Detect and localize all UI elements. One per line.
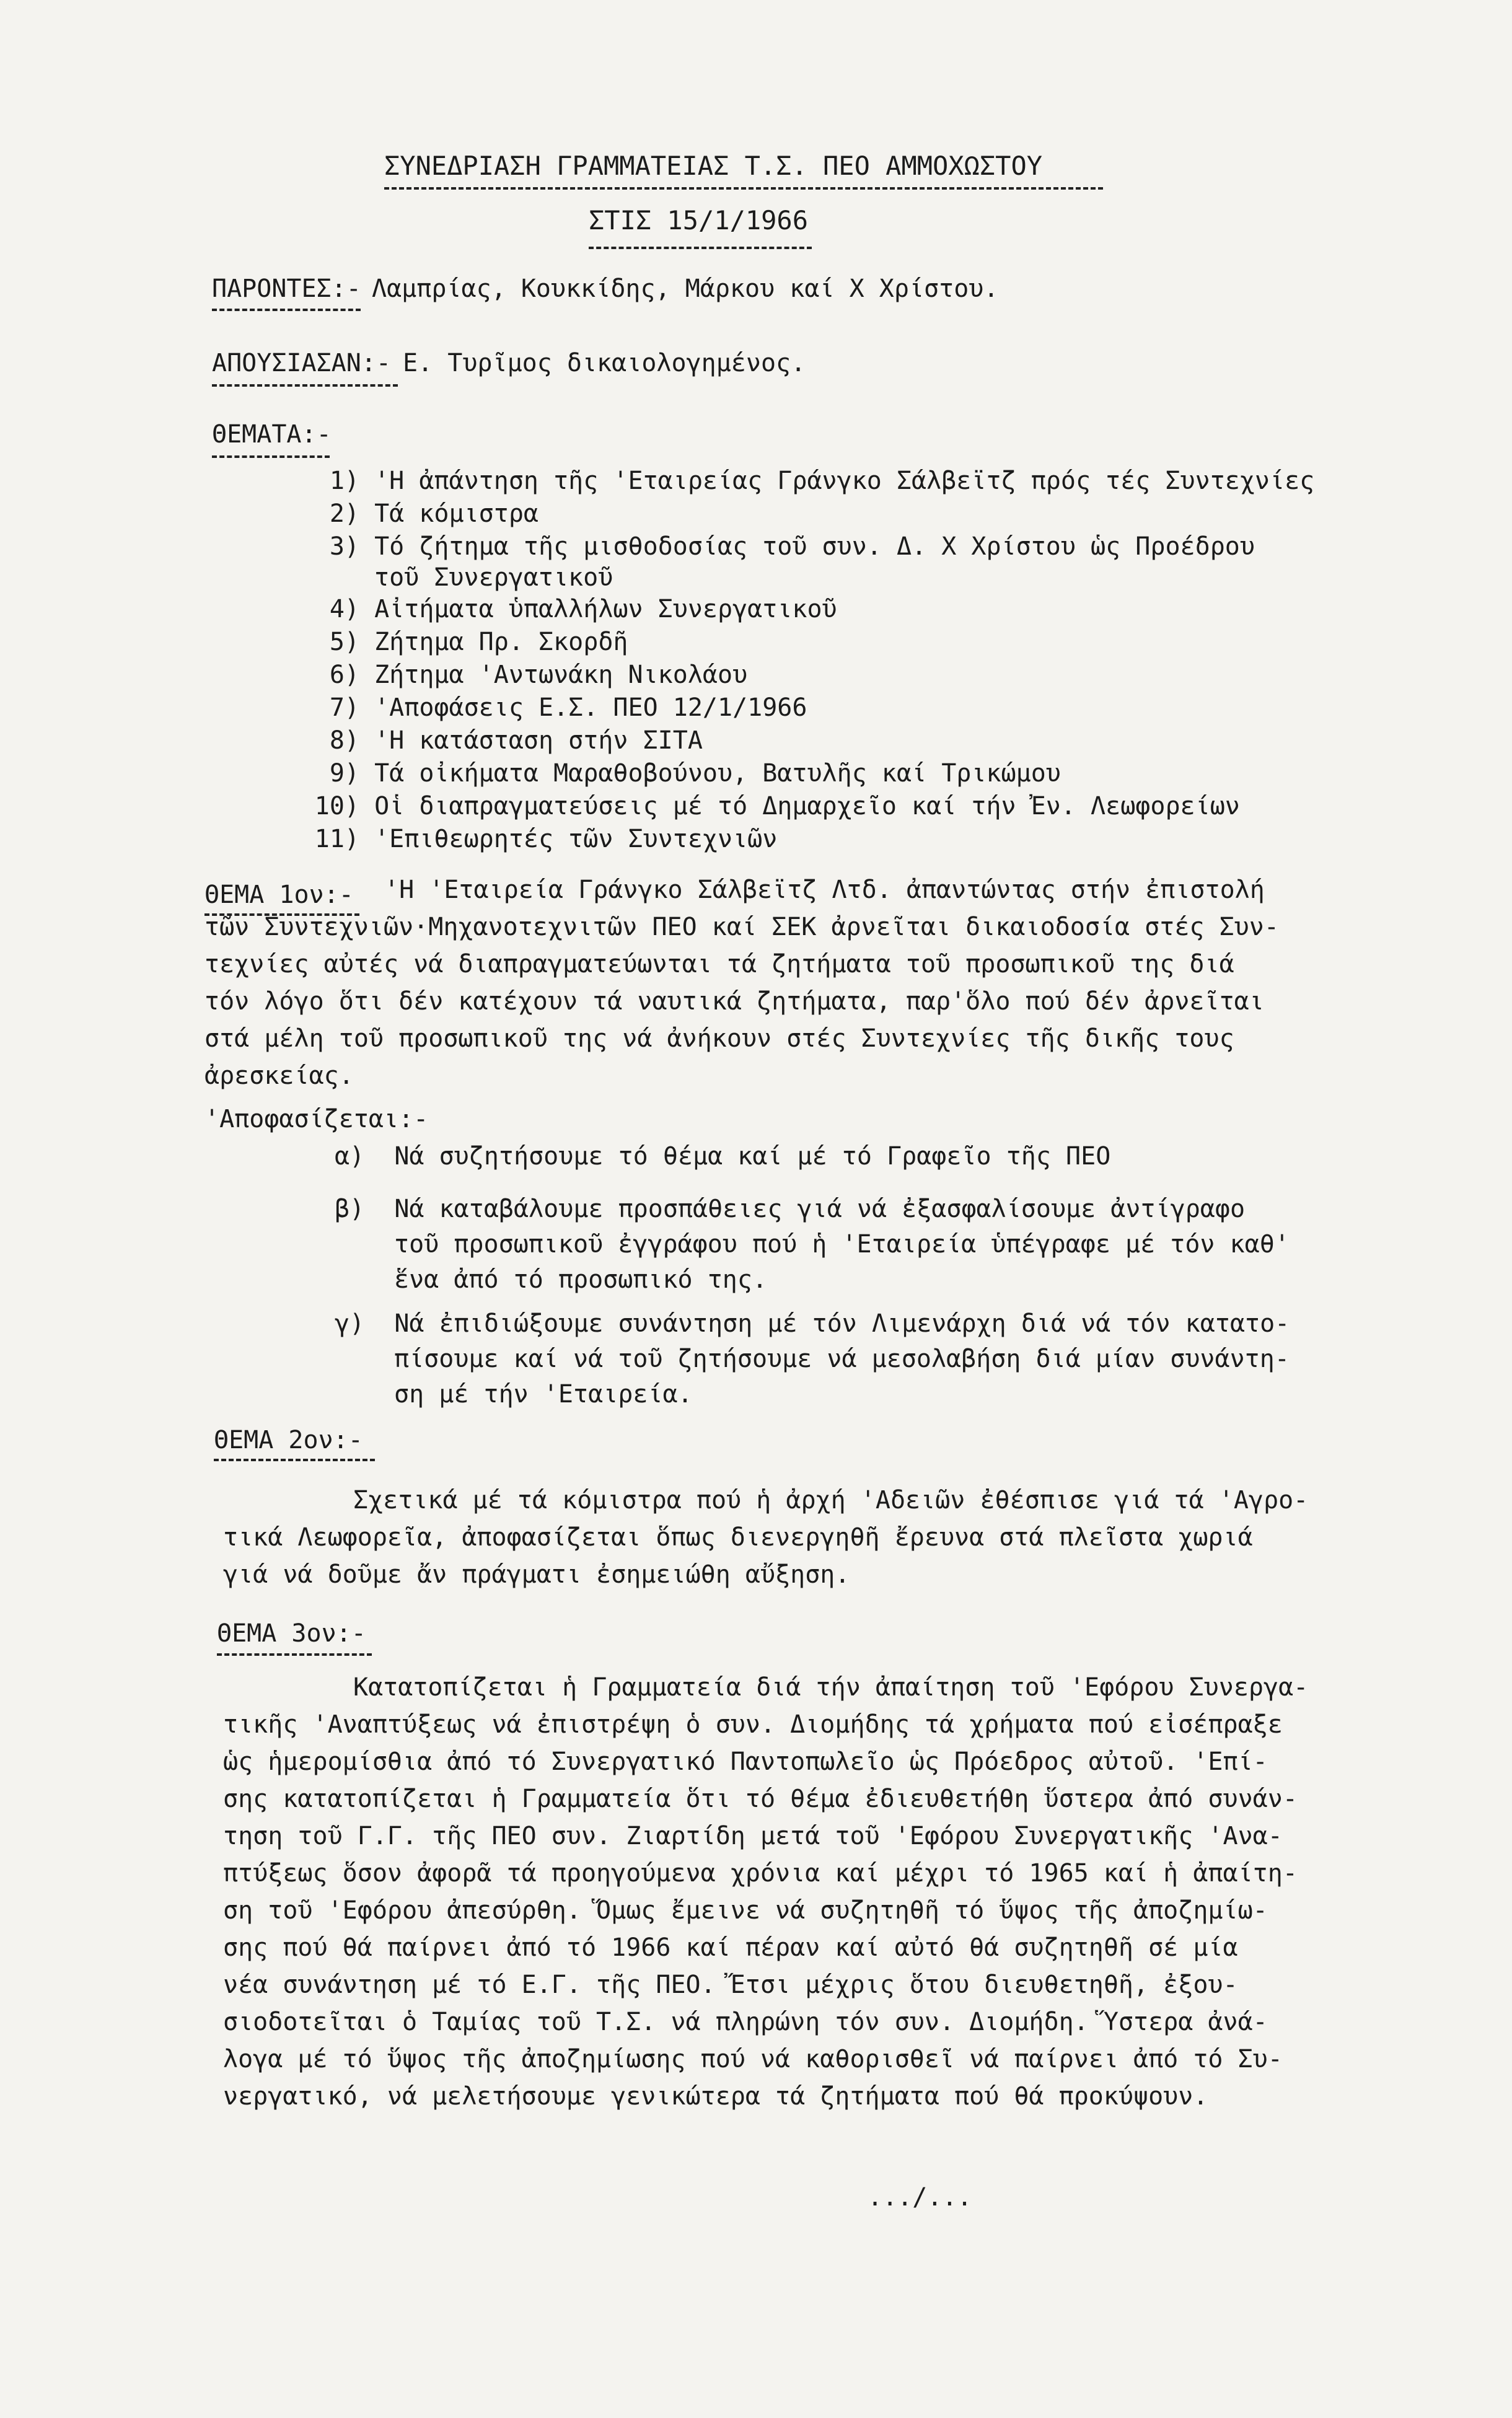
agenda-item [310, 757, 1061, 789]
topic3-line: τηση τοῦ Γ.Γ. τῆς ΠΕΟ συν. Ζιαρτίδη μετά τοῦ 'Εφόρου Συνεργατικῆς 'Ανα- [223, 1822, 1283, 1850]
agenda-item-text: Ζήτημα Πρ. Σκορδῆ [374, 628, 628, 656]
decision-item [335, 1140, 1110, 1172]
decision-text: Νά ἐπιδιώξουμε συνάντηση μέ τόν Λιμενάρχη διά νά τόν κατατο- [394, 1309, 1290, 1338]
decision-label: 'Αποφασίζεται:- [204, 1105, 429, 1133]
title-underline [384, 187, 1103, 190]
agenda-item-text: 'Επιθεωρητές τῶν Συντεχνιῶν [374, 825, 778, 853]
date-underline [589, 247, 812, 249]
topic3-line: σης κατατοπίζεται ἡ Γραμματεία ὅτι τό θέμα ἐδιευθετήθη ὕστερα ἀπό συνάν- [223, 1785, 1298, 1813]
topic2-underline [214, 1459, 375, 1461]
meeting-date: ΣΤΙΣ 15/1/1966 [589, 205, 809, 235]
agenda-item-text: Ζήτημα 'Αντωνάκη Νικολάου [374, 661, 748, 689]
topic2-line: γιά νά δοῦμε ἄν πράγματι ἐσημειώθη αὔξηση. [223, 1560, 850, 1589]
continuation-marker: .../... [868, 2183, 972, 2212]
topic3-line: τικῆς 'Αναπτύξεως νά ἐπιστρέψη ὁ συν. Διομήδης τά χρήματα πού εἰσέπραξε [223, 1710, 1283, 1739]
decision-letter: β) [335, 1195, 365, 1223]
agenda-item-text: Τό ζήτημα τῆς μισθοδοσίας τοῦ συν. Δ. Χ Χρίστου ὡς Προέδρου [374, 532, 1255, 561]
agenda-item [310, 626, 628, 658]
agenda-item [310, 465, 1314, 497]
agenda-item-number: 4) [329, 595, 359, 623]
decision-continuation: τοῦ προσωπικοῦ ἐγγράφου πού ἡ 'Εταιρεία ὑπέγραφε μέ τόν καθ' [394, 1230, 1290, 1259]
present-names: Λαμπρίας, Κουκκίδης, Μάρκου καί Χ Χρίστου. [372, 275, 999, 303]
topic3-line: σιοδοτεῖται ὁ Ταμίας τοῦ Τ.Σ. νά πληρώνη τόν συν. Διομήδη. Ὕστερα ἀνά- [223, 2008, 1268, 2036]
present-underline [212, 309, 361, 311]
agenda-item-number: 6) [329, 661, 359, 689]
agenda-item [310, 790, 1240, 822]
absent-names: Ε. Τυρῖμος δικαιολογημένος. [403, 349, 806, 377]
topic1-line: 'Η 'Εταιρεία Γράνγκο Σάλβεϊτζ Λτδ. ἀπαντώντας στήν ἐπιστολή [384, 876, 1265, 904]
topic2-line: τικά Λεωφορεῖα, ἀποφασίζεται ὅπως διενεργηθῆ ἔρευνα στά πλεῖστα χωριά [223, 1523, 1253, 1552]
agenda-item [310, 692, 807, 724]
topic3-line: ὡς ἡμερομίσθια ἀπό τό Συνεργατικό Παντοπωλεῖο ὡς Πρόεδρος αὐτοῦ. 'Επί- [223, 1748, 1268, 1776]
agenda-item-number: 11) [314, 825, 359, 853]
agenda-label: ΘΕΜΑΤΑ:- [212, 420, 332, 449]
decision-continuation: ἕνα ἀπό τό προσωπικό της. [394, 1265, 768, 1294]
agenda-item-text: 'Αποφάσεις Ε.Σ. ΠΕΟ 12/1/1966 [374, 693, 807, 722]
agenda-item-text: 'Η ἀπάντηση τῆς 'Εταιρείας Γράνγκο Σάλβεϊτζ πρός τές Συντεχνίες [374, 467, 1315, 495]
topic2-line: Σχετικά μέ τά κόμιστρα πού ἡ ἀρχή 'Αδειῶν ἐθέσπισε γιά τά 'Αγρο- [353, 1486, 1309, 1515]
agenda-item-text: 'Η κατάσταση στήν ΣΙΤΑ [374, 726, 703, 755]
present-label: ΠΑΡΟΝΤΕΣ:- [212, 275, 361, 303]
topic3-line: νεργατικό, νά μελετήσουμε γενικώτερα τά ζητήματα πού θά προκύψουν. [223, 2082, 1208, 2111]
decision-text: Νά καταβάλουμε προσπάθειες γιά νά ἐξασφαλίσουμε ἀντίγραφο [394, 1195, 1246, 1223]
agenda-item [310, 498, 538, 530]
decision-item [335, 1193, 1245, 1225]
topic1-line: τόν λόγο ὅτι δέν κατέχουν τά ναυτικά ζητήματα, παρ'ὅλο πού δέν ἀρνεῖται [204, 987, 1264, 1016]
agenda-item [310, 593, 837, 625]
agenda-item [310, 823, 777, 855]
topic3-label: ΘΕΜΑ 3ον:- [217, 1619, 366, 1648]
agenda-item [310, 659, 747, 691]
agenda-item-text: Τά οἰκήματα Μαραθοβούνου, Βατυλῆς καί Τρικώμου [374, 759, 1061, 788]
agenda-item-number: 2) [329, 499, 359, 528]
topic3-line: ση τοῦ 'Εφόρου ἀπεσύρθη. Ὅμως ἔμεινε νά συζητηθῆ τό ὕψος τῆς ἀποζημίω- [223, 1896, 1268, 1925]
agenda-item-text: Τά κόμιστρα [374, 499, 538, 528]
absent-underline [212, 384, 398, 387]
agenda-item-number: 1) [329, 467, 359, 495]
decision-letter: γ) [335, 1309, 365, 1338]
agenda-item [310, 530, 1255, 563]
decision-continuation: πίσουμε καί νά τοῦ ζητήσουμε νά μεσολαβήση διά μίαν συνάντη- [394, 1345, 1290, 1373]
topic3-line: νέα συνάντηση μέ τό Ε.Γ. τῆς ΠΕΟ. Ἔτσι μέχρις ὅτου διευθετηθῆ, ἐξου- [223, 1971, 1238, 1999]
agenda-item-continuation: τοῦ Συνεργατικοῦ [374, 563, 613, 592]
topic1-label: ΘΕΜΑ 1ον:- [204, 881, 354, 909]
absent-label: ΑΠΟΥΣΙΑΣΑΝ:- [212, 349, 391, 377]
topic3-line: λογα μέ τό ὕψος τῆς ἀποζημίωσης πού νά καθορισθεῖ νά παίρνει ἀπό τό Συ- [223, 2045, 1283, 2073]
agenda-item-number: 5) [329, 628, 359, 656]
decision-letter: α) [335, 1142, 365, 1171]
topic1-line: τῶν Συντεχνιῶν·Μηχανοτεχνιτῶν ΠΕΟ καί ΣΕΚ ἀρνεῖται δικαιοδοσία στές Συν- [204, 913, 1279, 941]
topic1-line: τεχνίες αὐτές νά διαπραγματεύωνται τά ζητήματα τοῦ προσωπικοῦ της διά [204, 950, 1234, 978]
agenda-item-number: 3) [329, 532, 359, 561]
decision-continuation: ση μέ τήν 'Εταιρεία. [394, 1380, 693, 1409]
agenda-item [310, 724, 703, 757]
topic2-label: ΘΕΜΑ 2ον:- [214, 1426, 363, 1454]
agenda-item-number: 10) [314, 792, 359, 820]
agenda-item-number: 9) [329, 759, 359, 788]
agenda-item-text: Οἱ διαπραγματεύσεις μέ τό Δημαρχεῖο καί τήν Ἐν. Λεωφορείων [374, 792, 1240, 820]
decision-item [335, 1308, 1290, 1340]
topic1-line: στά μέλη τοῦ προσωπικοῦ της νά ἀνήκουν στές Συντεχνίες τῆς δικῆς τους [204, 1024, 1234, 1053]
topic3-line: πτύξεως ὅσον ἀφορᾶ τά προηγούμενα χρόνια καί μέχρι τό 1965 καί ἡ ἀπαίτη- [223, 1859, 1298, 1888]
agenda-item-text: Αἰτήματα ὑπαλλήλων Συνεργατικοῦ [374, 595, 837, 623]
topic3-line: Κατατοπίζεται ἡ Γραμματεία διά τήν ἀπαίτηση τοῦ 'Εφόρου Συνεργα- [353, 1673, 1309, 1702]
agenda-item-number: 7) [329, 693, 359, 722]
agenda-underline [212, 455, 330, 458]
decision-text: Νά συζητήσουμε τό θέμα καί μέ τό Γραφεῖο τῆς ΠΕΟ [394, 1142, 1111, 1171]
topic1-line: ἀρεσκείας. [204, 1062, 354, 1090]
agenda-item-number: 8) [329, 726, 359, 755]
topic3-underline [217, 1653, 372, 1656]
topic3-line: σης πού θά παίρνει ἀπό τό 1966 καί πέραν καί αὐτό θά συζητηθῆ σέ μία [223, 1933, 1238, 1962]
document-title: ΣΥΝΕΔΡΙΑΣΗ ΓΡΑΜΜΑΤΕΙΑΣ Τ.Σ. ΠΕΟ ΑΜΜΟΧΩΣΤΟΥ [384, 151, 1043, 181]
